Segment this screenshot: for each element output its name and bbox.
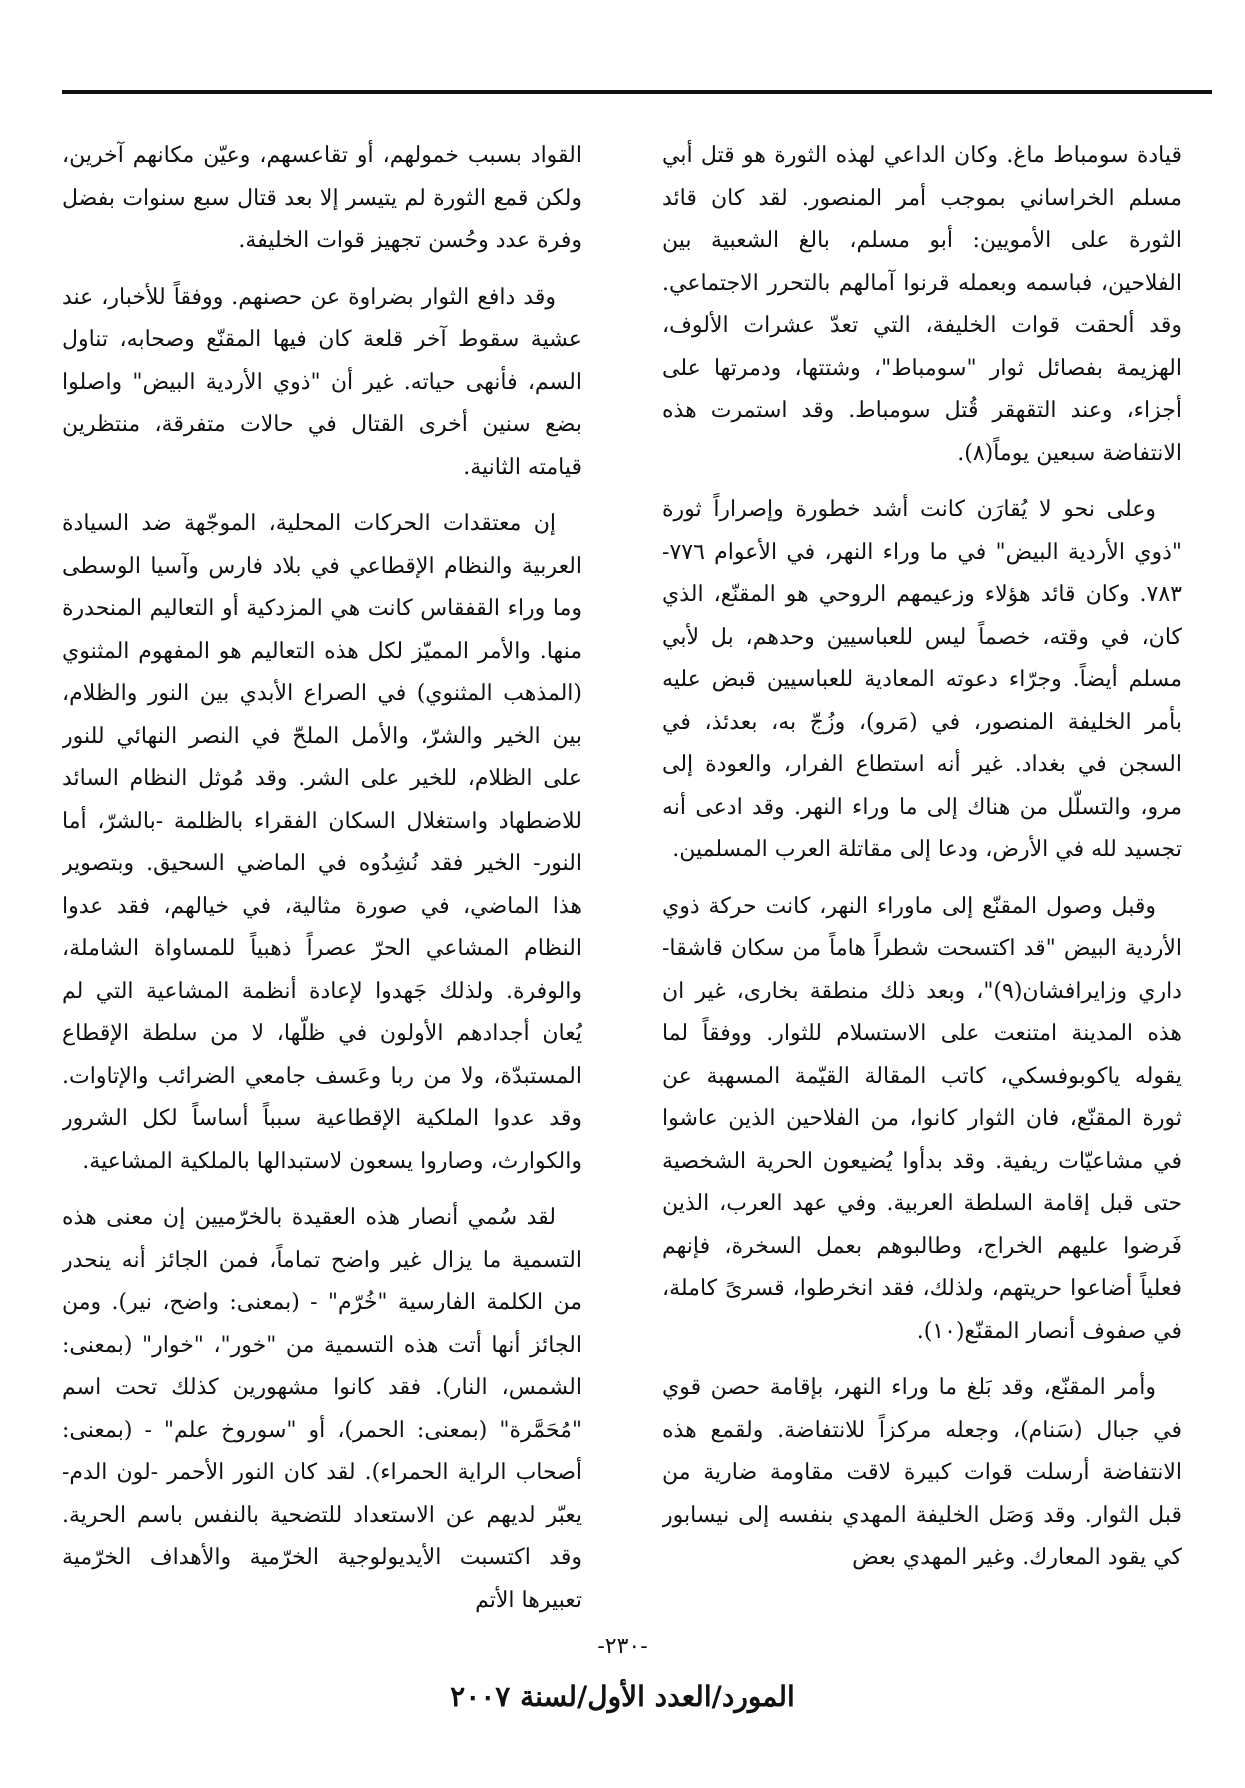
page-number: -٢٣٠- bbox=[597, 1634, 648, 1659]
right-column bbox=[662, 135, 1182, 1615]
paragraph: وأمر المقنّع، وقد بَلغ ما وراء النهر، بإقامة حصن قوي في جبال (سَنام)، وجعله مركزاً للانتفاضة. ولقمع هذه الانتفاضة أرسلت قوات كبيرة لاقت مقاومة ضارية من قبل الثوار. وقد وَصَل الخليفة المهدي بنفسه إلى نيسابور كي يقود المعارك. وغير المهدي بعض bbox=[662, 1375, 1182, 1570]
paragraph: وقد دافع الثوار بضراوة عن حصنهم. ووفقاً للأخبار، عند عشية سقوط آخر قلعة كان فيها المقنّع وصحابه، تناول السم، فأنهى حياته. غير أن "ذوي الأردية البيض" واصلوا بضع سنين أخرى القتال في حالات متفرقة، منتظرين قيامته الثانية. bbox=[62, 284, 582, 480]
paragraph: القواد بسبب خمولهم، أو تقاعسهم، وعيّن مكانهم آخرين، ولكن قمع الثورة لم يتيسر إلا بعد قتال سبع سنوات بفضل وفرة عدد وحُسن تجهيز قوات الخليفة. bbox=[62, 143, 582, 253]
paragraph: قيادة سومباط ماغ. وكان الداعي لهذه الثورة هو قتل أبي مسلم الخراساني بموجب أمر المنصور. لقد كان قائد الثورة على الأمويين: أبو مسلم، بالغ الشعبية بين الفلاحين، فباسمه وبعمله قرنوا آمالهم بالتحرر الاجتماعي. وقد ألحقت قوات الخليفة، التي تعدّ عشرات الألوف، الهزيمة بفصائل ثوار "سومباط"، وشتتها، ودمرتها على أجزاء، وعند التقهقر قُتل سومباط. وقد استمرت هذه الانتفاضة سبعين يوماً(٨). bbox=[662, 143, 1182, 466]
top-rule bbox=[62, 90, 1212, 94]
paragraph: إن معتقدات الحركات المحلية، الموجّهة ضد السيادة العربية والنظام الإقطاعي في بلاد فارس وآسيا الوسطى وما وراء القفقاس كانت هي المزدكية أو التعاليم المنحدرة منها. والأمر المميّز لكل هذه التعاليم هو المفهوم المثنوي (المذهب المثنوي) في الصراع الأبدي بين النور والظلام، بين الخير والشرّ، والأمل الملحّ في النصر النهائي للنور على الظلام، للخير على الشر. وقد مُوثل النظام السائد للاضطهاد واستغلال السكان الفقراء بالظلمة -بالشرّ، أما النور- الخير فقد نُشِدُوه في الماضي السحيق. وبتصوير هذا الماضي، في صورة مثالية، في خيالهم، فقد عدوا النظام المشاعي الحرّ عصراً ذهبياً للمساواة الشاملة، والوفرة. ولذلك جَهدوا لإعادة أنظمة المشاعية التي لم يُعان أجدادهم الأولون في ظلّها، لا من سلطة الإقطاع المستبدّة، ولا من ربا وعَسف جامعي الضرائب والإتاوات. وقد عدوا الملكية الإقطاعية سبباً أساساً لكل الشرور والكوارث، وصاروا يسعون لاستبدالها بالملكية المشاعية. bbox=[62, 511, 582, 1174]
paragraph: لقد سُمي أنصار هذه العقيدة بالخرّميين إن معنى هذه التسمية ما يزال غير واضح تماماً، فمن الجائز أنه ينحدر من الكلمة الفارسية "خُرّم" - (بمعنى: واضح، نير). ومن الجائز أنها أتت هذه التسمية من "خور"، "خوار" (بمعنى: الشمس، النار). فقد كانوا مشهورين كذلك تحت اسم "مُحَمَّرة" (بمعنى: الحمر)، أو "سوروخ علم" - (بمعنى: أصحاب الراية الحمراء). لقد كان النور الأحمر -لون الدم- يعبّر لديهم عن الاستعداد للتضحية بالنفس باسم الحرية. وقد اكتسبت الأيديولوجية الخرّمية والأهداف الخرّمية تعبيرها الأتم bbox=[62, 1205, 582, 1613]
journal-footer: المورد/العدد الأول/لسنة ٢٠٠٧ bbox=[450, 1680, 795, 1713]
paragraph: وعلى نحو لا يُقارَن كانت أشد خطورة وإصراراً ثورة "ذوي الأردية البيض" في ما وراء النهر، في الأعوام ٧٧٦- ٧٨٣. وكان قائد هؤلاء وزعيمهم الروحي هو المقنّع، الذي كان، في وقته، خصماً ليس للعباسيين وحدهم، بل لأبي مسلم أيضاً. وجرّاء دعوته المعادية للعباسيين قبض عليه بأمر الخليفة المنصور، في (مَرو)، وزُجّ به، بعدئذ، في السجن في بغداد. غير أنه استطاع الفرار، والعودة إلى مرو، والتسلّل من هناك إلى ما وراء النهر. وقد ادعى أنه تجسيد لله في الأرض، ودعا إلى مقاتلة العرب المسلمين. bbox=[662, 497, 1182, 862]
paragraph: وقبل وصول المقنّع إلى ماوراء النهر، كانت حركة ذوي الأردية البيض "قد اكتسحت شطراً هاماً من سكان قاشقا- داري وزايرافشان(٩)"، وبعد ذلك منطقة بخارى، غير ان هذه المدينة امتنعت على الاستسلام للثوار. ووفقاً لما يقوله ياكوبوفسكي، كاتب المقالة القيّمة المسهبة عن ثورة المقنّع، فان الثوار كانوا، من الفلاحين الذين عاشوا في مشاعيّات ريفية. وقد بدأوا يُضيعون الحرية الشخصية حتى قبل إقامة السلطة العربية. وفي عهد العرب، الذين فَرضوا عليهم الخراج، وطالبوهم بعمل السخرة، فإنهم فعلياً أضاعوا حريتهم، ولذلك، فقد انخرطوا، قسرىً كاملة، في صفوف أنصار المقنّع(١٠). bbox=[662, 893, 1182, 1344]
left-column bbox=[62, 135, 582, 1615]
